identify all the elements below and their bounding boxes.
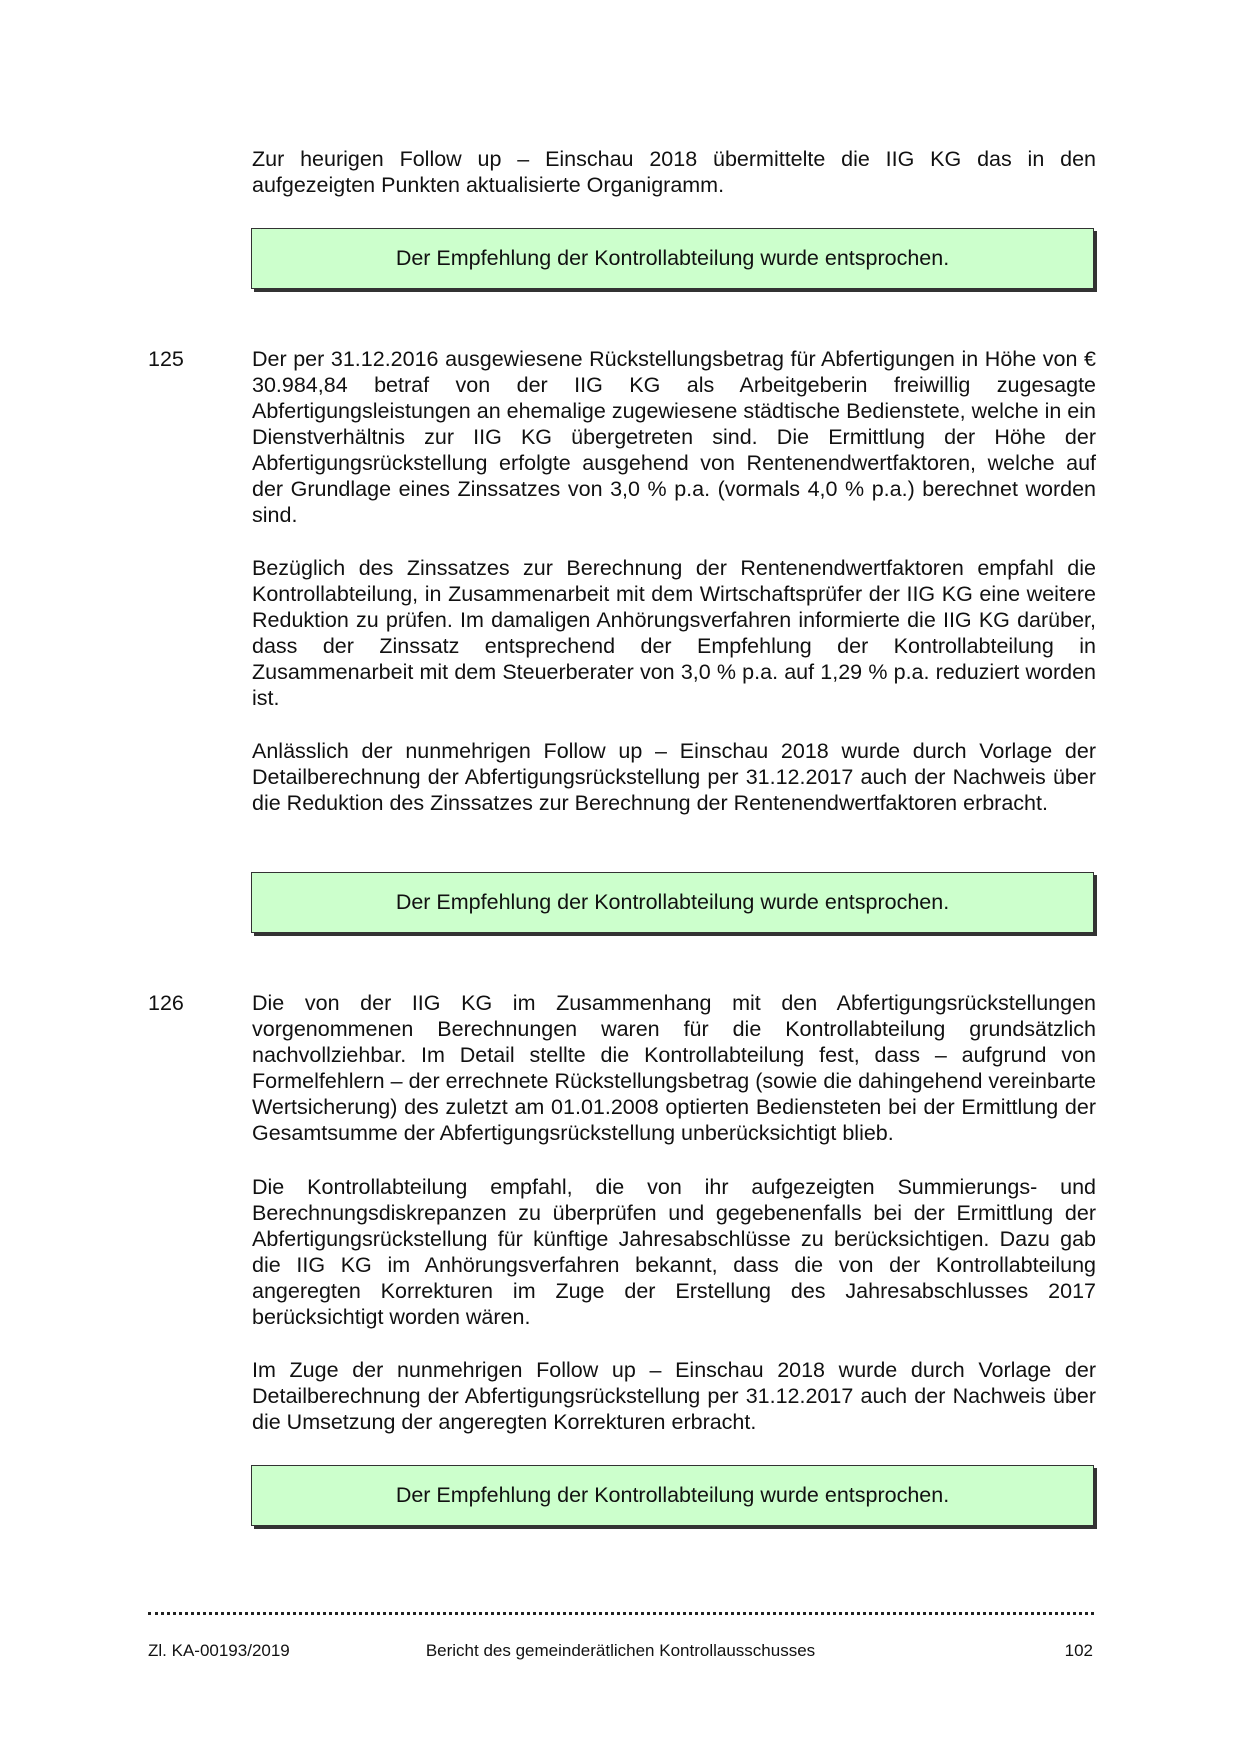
recommendation-result-box: Der Empfehlung der Kontrollabteilung wurde entsprochen.: [251, 1465, 1094, 1526]
intro-paragraph: Zur heurigen Follow up – Einschau 2018 übermittelte die IIG KG das in den aufgezeigten Punkten aktualisierte Organigramm.: [252, 147, 1096, 197]
footer-page-number: 102: [1064, 1641, 1093, 1660]
section-paragraph: Die Kontrollabteilung empfahl, die von ihr aufgezeigten Summierungs- und Berechnungsdiskrepanzen zu überprüfen und gegebenenfalls bei der Ermittlung der Abfertigungsrückstellung für künftige Jahresabschlüsse zu berücksichtigen. Dazu gab die IIG KG im Anhörungsverfahren bekannt, dass die von der Kontrollabteilung angeregten Korrekturen im Zuge der Erstellung des Jahresabschlusses 2017 berücksichtigt worden wären.: [252, 1175, 1096, 1329]
footer-title: Bericht des gemeinderätlichen Kontrollausschusses: [425, 1641, 816, 1660]
section-paragraph: Die von der IIG KG im Zusammenhang mit den Abfertigungsrückstellungen vorgenommenen Berechnungen waren für die Kontrollabteilung grundsätzlich nachvollziehbar. Im Detail stellte die Kontrollabteilung fest, dass – aufgrund von Formelfehlern – der errechnete Rückstellungsbetrag (sowie die dahingehend vereinbarte Wertsicherung) des zuletzt am 01.01.2008 optierten Bediensteten bei der Ermittlung der Gesamtsumme der Abfertigungsrückstellung unberücksichtigt blieb.: [252, 991, 1096, 1145]
section-paragraph: Anlässlich der nunmehrigen Follow up – Einschau 2018 wurde durch Vorlage der Detailberechnung der Abfertigungsrückstellung per 31.12.2017 auch der Nachweis über die Reduktion des Zinssatzes zur Berechnung der Rentenendwertfaktoren erbracht.: [252, 739, 1096, 815]
section-paragraph: Im Zuge der nunmehrigen Follow up – Einschau 2018 wurde durch Vorlage der Detailberechnung der Abfertigungsrückstellung per 31.12.2017 auch der Nachweis über die Umsetzung der angeregten Korrekturen erbracht.: [252, 1358, 1096, 1434]
section-number: 126: [148, 991, 184, 1015]
section-paragraph: Bezüglich des Zinssatzes zur Berechnung der Rentenendwertfaktoren empfahl die Kontrollabteilung, in Zusammenarbeit mit dem Wirtschaftsprüfer der IIG KG eine weitere Reduktion zu prüfen. Im damaligen Anhörungsverfahren informierte die IIG KG darüber, dass der Zinssatz entsprechend der Empfehlung der Kontrollabteilung in Zusammenarbeit mit dem Steuerberater von 3,0 % p.a. auf 1,29 % p.a. reduziert worden ist.: [252, 556, 1096, 710]
section-number: 125: [148, 347, 184, 371]
section-paragraph: Der per 31.12.2016 ausgewiesene Rückstellungsbetrag für Abfertigungen in Höhe von € 30.984,84 betraf von der IIG KG als Arbeitgeberin freiwillig zugesagte Abfertigungsleistungen an ehemalige zugewiesene städtische Bedienstete, welche in ein Dienstverhältnis zur IIG KG übergetreten sind. Die Ermittlung der Höhe der Abfertigungsrückstellung erfolgte ausgehend von Rentenendwertfaktoren, welche auf der Grundlage eines Zinssatzes von 3,0 % p.a. (vormals 4,0 % p.a.) berechnet worden sind.: [252, 347, 1096, 527]
footer-reference: Zl. KA-00193/2019: [148, 1641, 290, 1660]
footer-dotted-rule: [148, 1598, 1094, 1615]
recommendation-result-box: Der Empfehlung der Kontrollabteilung wurde entsprochen.: [251, 228, 1094, 289]
recommendation-result-box: Der Empfehlung der Kontrollabteilung wurde entsprochen.: [251, 872, 1094, 933]
